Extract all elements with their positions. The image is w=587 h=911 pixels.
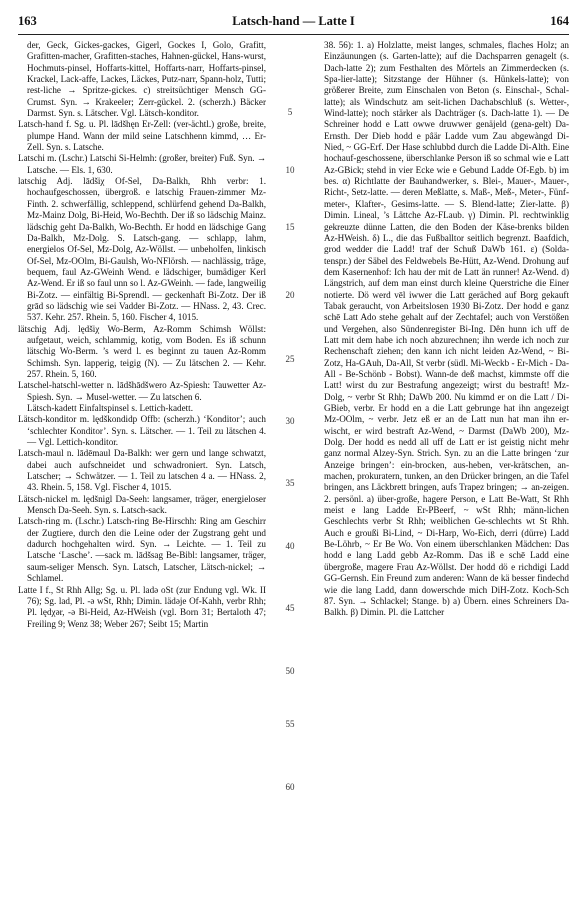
- entry-latschel-hatschl-wetter: Latschel-hatschl-wetter n. lādšhādšwero Az-Spiesh: Tauwetter Az-Spiesh. Syn. → Musel-wetter. — Zu latschen 6.: [18, 380, 266, 402]
- line-number: 50: [285, 666, 295, 676]
- entry-laetsch-konditor: Lätsch-konditor m. lędškondidp Offb: (scherzh.) ‘Konditor’; auch ‘schlechter Konditor’. Syn. s. Lätscher. — 1. Teil zu lätschen 4. — Vgl. Lettich-konditor.: [18, 414, 266, 448]
- entry-latsch-maul: Latsch-maul n. lādēmaul Da-Balkh: wer gern und lange schwatzt, dabei auch aufschneidet und schwadroniert. Syn. Latsch, Latscher; → Schwätzer. — 1. Teil zu latschen 4 a. — HNass. 2, 43. Rhein. 5, 158. Vgl. Fischer 4, 1015.: [18, 448, 266, 493]
- entry-latsch-hand: Latsch-hand f. Sg. u. Pl. lādšhęn Er-Zell: (ver-ächtl.) große, breite, plumpe Hand. Wann der mild seine Latschhenn kimmd, … Er-Zell. Syn. s. Latsche.: [18, 119, 266, 153]
- line-number: 40: [285, 541, 295, 551]
- line-number: 45: [285, 603, 295, 613]
- line-number: 20: [285, 290, 295, 300]
- entry-latschi: Latschi m. (Lschr.) Latschi Si-Helmh: (großer, breiter) Fuß. Syn. → Latsche. — Els. 1, 630.: [18, 153, 266, 175]
- line-number: 25: [285, 354, 295, 364]
- entry-latsch-ring: Latsch-ring m. (Lschr.) Latsch-ring Be-Hirschh: Ring am Geschirr der Zugtiere, durch den die Leine oder der Zugstrang geht und dadurch hochgehalten wird. Syn. → Leichte. — 1. Teil zu Latsche ‘Lasche’. —sack m. lādšsag Be-Bibl: langsamer, träger, saum-seliger Mensch. Syn. Latsch, Latscher, Lätsch-nickel; → Schlamel.: [18, 516, 266, 584]
- right-page-number: 164: [550, 14, 569, 28]
- left-page-number: 163: [18, 14, 37, 28]
- entry-latschig: latschig Adj. lādšiχ Of-Sel, Da-Balkh, Rhh verbr: 1. hochaufgeschossen, übergroß. e latschig Frauen-zimmer Mz-Finth. 2. schwerfällig, schleppend, schlürfend gehend Da-Balkh, Mz-Mainz Dolg, Bi-Heid, Wo-Bechth. Der iß so lädschig Mainz. lädschig geht Da-Balkh, Wo-Bechth. Er hodd en lädschige Gang Da-Balkh, Mz-Dolg. S. Latsch-gang. — schlapp, lahm, energielos Of-Sel, Mz-Dolg, Az-Wöllst. — unbeholfen, linkisch Of-Sel, Mz-OOlm, Bi-Gaulsh, Wo-NFlörsh. — nachlässig, träge, bequem, faul Az-GWeinh Wend. e lädschiger, bumädiger Kerl Az-Wend. Er iß so faul unn so l. Az-GWeinh. — fade, langweilig Bi-Zotz. — einfältig Bi-Sprendl. — geckenhaft Bi-Zotz. Der iß grād so lädschig wie sei Vadder Bi-Zotz. — HNass. 2, 43. Crec. 537. Kehr. 257. Rhein. 5, 160. Fischer 4, 1015.: [18, 176, 266, 323]
- entry-latte-1: Latte I f., St Rhh Allg; Sg. u. Pl. ladə oSt (zur Endung vgl. Wk. II 76); Sg. lad, Pl. -ə wSt, Rhh; Dimin. lädəje Of-Kahh, verbr Rhh; Pl. lędχər, -ə Bi-Heid, Az-HWeish (vgl. Born 31; Bertaloth 47; Freiling 9; Wenz 38; Weber 267; Seibt 15; Martin: [18, 584, 266, 629]
- entry-continuation: der, Geck, Gickes-gackes, Gigerl, Gockes I, Golo, Grafitt, Grafitten-macher, Grafitten-staches, Hahnen-gückel, Hans-wurst, Hochmuts-pinsel, Hoffarts-kittel, Hoffarts-narr, Hoffarts-pinsel, Krackel, Lack-affe, Lackes, Läckes, Putz-narr, Spann-holz, Tutti; rest-liche → Spritze-gickes. c) streitsüchtiger Mensch GG-Crumst. Syn. → Krakeeler; Zerr-gückel. 2. (scherzh.) Bäcker Darmst. Syn. s. Lätscher. Vgl. Lätsch-konditor.: [27, 40, 266, 119]
- page-header: [18, 14, 569, 34]
- right-column: [315, 40, 569, 900]
- line-number: 5: [287, 107, 293, 117]
- entry-latte-1-continued: 38. 56): 1. a) Holzlatte, meist langes, schmales, flaches Holz; an Einzäunungen (s. Garten-latte); auf die Dachsparren genagelt (s. Dach-latte 2); zum Festhalten des Mörtels an Zimmerdecken (s. Spa-lier-latte); Sitzstange der Hühner (s. Hünkels-latte); von größerer Breite, zum Einschalen von Beton (s. Einschal-, Schal-latte); als Windschutz am seit-lichen Dachabschluß (s. Wetter-, Wind-latte); noch stärker als Dachträger (s. Dach-latte 1). — De Schreiner hodd e Latt owwe druwwer genäjeld (gena-gelt) Da-Ernsth. Der Dieb hodd e pâär Ladde vum Zau abgewàngd Di-Nied, ~ GG-Erf. Der Hase schlubbd durch die Ladde Di-Alth. Eine hochauf-geschossene, überschlanke Person iß so schmal wie e Latt Az-GBick; stehd in vier Ecke wie e Gebund Ladde Of-Egb. b) im bes. α) Richtlatte der Bauhandwerker, s. Blei-, Mauer-, Mauer-, Richt-, Setz-latte. — deren Meßlatte, s. Maß-, Meß-, Meter-, Fünf-meter-, Klafter-, Gesims-latte. — S. Blend-latte; Zier-latte. β) Dimin. Lineal, ’s Lättche Az-FLaub. γ) Dimin. Pl. rechtwinklig gekreuzte dünne Latten, die den Boden der Käse-brenks bilden Az-HWeish. δ) L., die das Fußballtor seitlich begrenzt. Baafdich, grod wedder die Ladd! traf der Schuß DaWb 161. ε) (Solda-tenspr.) der Säbel des Feldwebels Be-Hütt, Az-Wend. Drohung auf dem Kasernenhof: Ich hau der mit de Latt än runner! Az-Wend. d) Längstrich, auf dem man einst durch kleine Querstriche die Einer notierte. Dö werd vēl iwwer die Latt geräched auf Borg gekauft Tabak geraucht, von Arbeitslosen 1930 Bi-Zotz. Der hodd e ganz schē Latt Ado stehe gehalt auf der Zechtafel; auch von Verstößen und Vergehen, also Sündenregister Bi-Ing. Dên hunn ich uff de Latt mit dem habe ich noch abzurechnen; ihn werde ich noch zur Rechenschaft ziehen; den kann ich nicht leiden Az-Wend, ~ Bi-Zotz, Ha-GAuh, Da-All, St verbr (südl. Mi-Weckb - Er-Mich - Da-All - Be-Schönb - Bobst). Wann-de deß machst, kimmste off die Latt! wirst du zur Bestrafung angezeigt; wirst du bestraft! Mz-Dolg, ~ verbr St Rhh; DaWb 200. Nu kimmd er on die Latt / Di-GBieb, verbr. Er hodd en a die Latt gebrunge hat ihn angezeigt Mz-OOlm, ~ verbr. Jetz eß er an de Latt nun hat man ihn er-wischt, er wird bestraft Az-Wend, ~ Darmst (DaWb 200), Mz-Dolg. Der hodd es nedd all uff de Latt er ist geistig nicht mehr ganz normal Alzey-Syn. Strich. Syn. zu an die Latte bringen ‘zur Anzeige bringen’: ein-brocken, aus-heben, ver-krätschen, an-machen, prokuratern, tunken, an den Drücker bringen, an die Tafel bringen, ans Läckbrett bringen, aufs Trapez bringen; → an-zeigen. 2. persönl. a) über-große, hagere Person, e Latt Be-Watt, St Rhh meist e lang Ladde Er-PBeerf, ~ wSt Rhh; männ-lichen Geschlechts verbr St Rhh; weiblichen Ge-schlechts wt St Rhh. Auch e groußi Bi-Lind, ~ Di-Harp, Wo-Eich, derri (dürre) Ladd Be-Löhrb, ~ Er Be Wo. Von einem überschlanken Mädchen: Das hodd e lang Ladd gebb Az-Romm. Das iß e schē Ladd eine übergroße, magere Frau Az-Wöllst. Der hodd dö e richdigi Ladd GG-Gernsh. Ein Freund zum anderen: Wann de kä besser findechd wie die lang Ladd, dann dowerschde mich DiH-Zotz. Koch-Sch 87. Syn. → Schlackel; Stange. b) a) Übern. eines Schreiners Da-Balkh. β) Dimin. Pl. die Lattcher: [324, 40, 569, 618]
- left-column: [18, 40, 266, 900]
- line-number: 55: [285, 719, 295, 729]
- running-title: Latsch-hand — Latte I: [232, 14, 355, 28]
- line-number: 35: [285, 478, 295, 488]
- line-number: 10: [285, 165, 295, 175]
- line-number: 15: [285, 222, 295, 232]
- header-rule: [18, 34, 569, 35]
- entry-laetsch-nickel: Lätsch-nickel m. lędšnigl Da-Seeh: langsamer, träger, energieloser Mensch Da-Seeh. Syn. s. Latsch-sack.: [18, 493, 266, 516]
- line-number: 30: [285, 416, 295, 426]
- entry-laetschig: lätschig Adj. lędšiχ Wo-Berm, Az-Romm Schimsh Wöllst: aufgetaut, weich, schlammig, kotig, vom Boden. Es iß schunn lätschig Wo-Berm. ’s werd l. es beginnt zu tauen Az-Romm Schimsh. Syn. lapperig, teigig (N). — Zu lätschen 2. — Kehr. 257. Rhein. 5, 160.: [18, 323, 266, 379]
- line-number: 60: [285, 782, 295, 792]
- entry-laetsch-kadett: Lätsch-kadett Einfaltspinsel s. Lettich-kadett.: [27, 403, 193, 413]
